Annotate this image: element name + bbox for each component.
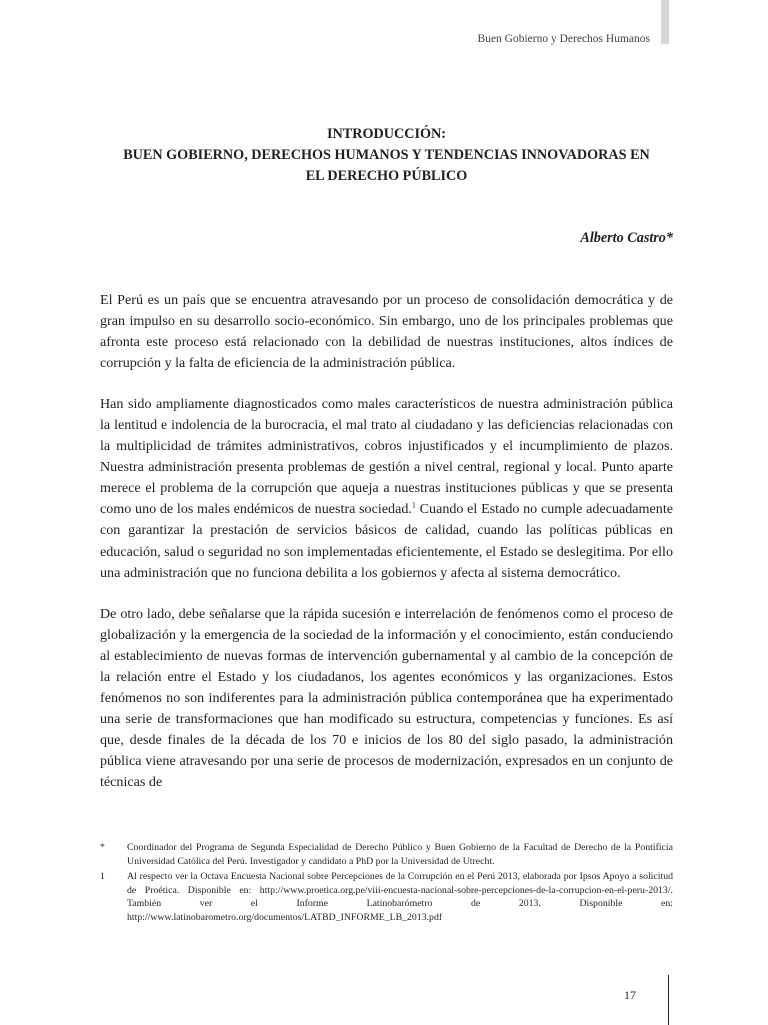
footnote-mark: 1	[100, 871, 105, 882]
footnote-mark: *	[100, 842, 105, 853]
footnotes	[100, 841, 673, 926]
paragraph-1: El Perú es un país que se encuentra atravesando por un proceso de consolidación democrática y de gran impulso en su desarrollo socio-económico. Sin embargo, uno de los principales problemas que afronta este proceso está relacionado con la debilidad de nuestras instituciones, altos índices de corrupción y la falta de eficiencia de la administración pública.	[100, 292, 673, 372]
paragraph-2	[100, 394, 673, 583]
body-text	[100, 290, 673, 813]
footnote-text: Coordinador del Programa de Segunda Especialidad de Derecho Público y Buen Gobierno de la Facultad de Derecho de la Pontificia Universidad Católica del Perú. Investigador y candidato a PhD por la Universidad de Utrecht.	[127, 842, 673, 867]
paragraph-3: De otro lado, debe señalarse que la rápida sucesión e interrelación de fenómenos como el proceso de globalización y la emergencia de la sociedad de la información y el conocimiento, están conduciendo al establecimiento de nuevas formas de intervención gubernamental y al cambio de la concepción de la relación entre el Estado y los ciudadanos, los agentes económicos y las organizaciones. Estos fenómenos no son indiferentes para la administración pública contemporánea que ha experimentado una serie de transformaciones que han modificado su estructura, competencias y funciones. Es así que, desde finales de la década de los 70 e inicios de los 80 del siglo pasado, la administración pública viene atravesando por una serie de procesos de modernización, expresados en un conjunto de técnicas de	[100, 605, 673, 790]
footnote-text: Al respecto ver la Octava Encuesta Nacional sobre Percepciones de la Corrupción en el Perú 2013, elaborada por Ipsos Apoyo a solicitud de Proética. Disponible en: http://www.proetica.org.pe/viii-encuesta-nacional-sobre-percepciones-de-la-corrupcion-en-el-peru-2013/. También ver el Informe Latinobarómetro de 2013. Disponible en: http://www.latinobarometro.org/documentos/LATBD_INFORME_LB_2013.pdf	[127, 871, 673, 923]
footnote-1	[100, 870, 673, 924]
author-name: Alberto Castro*	[580, 230, 673, 246]
header-bar-decoration	[661, 0, 669, 44]
page-number: 17	[624, 988, 636, 1002]
footnote-ref-1[interactable]: 1	[411, 500, 416, 510]
running-header: Buen Gobierno y Derechos Humanos	[477, 33, 650, 45]
chapter-title	[100, 124, 673, 187]
title-line-3: EL DERECHO PÚBLICO	[305, 168, 468, 184]
footnote-author	[100, 841, 673, 868]
paragraph-2-part-2: Cuando el Estado no cumple adecuadamente con garantizar la prestación de servicios básicos de calidad, cuando las políticas públicas en educación, salud o seguridad no son implementadas eficientemente, el Estado se deslegitima. Por ello una administración que no funciona debilita a los gobiernos y afecta al sistema democrático.	[100, 501, 673, 581]
footer-rule	[668, 975, 669, 1025]
paragraph-2-part-1: Han sido ampliamente diagnosticados como males característicos de nuestra administración pública la lentitud e indolencia de la burocracia, el mal trato al ciudadano y las deficiencias relacionadas con la multiplicidad de trámites administrativos, cobros injustificados y el incumplimiento de plazos. Nuestra administración presenta problemas de gestión a nivel central, regional y local. Punto aparte merece el problema de la corrupción que aqueja a nuestras instituciones públicas y que se presenta como uno de los males endémicos de nuestra sociedad.	[100, 396, 673, 518]
title-line-2: BUEN GOBIERNO, DERECHOS HUMANOS Y TENDENCIAS INNOVADORAS EN	[123, 147, 650, 163]
title-line-1: INTRODUCCIÓN:	[326, 126, 447, 142]
